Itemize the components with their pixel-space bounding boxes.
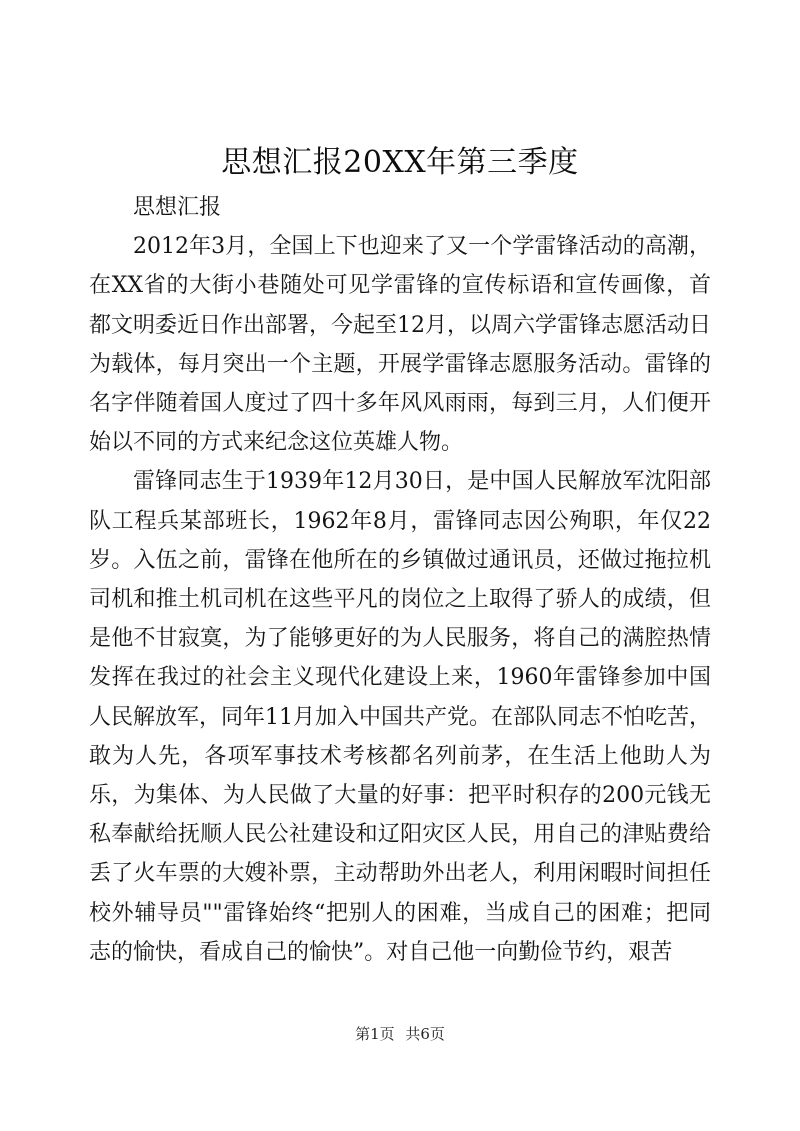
document-title: 思想汇报20XX年第三季度 <box>221 145 579 180</box>
section-heading: 思想汇报 <box>133 195 222 220</box>
page-footer <box>0 1024 800 1044</box>
paragraph-2: 雷锋同志生于1939年12月30日，是中国人民解放军沈阳部队工程兵某部班长，1962年8月，雷锋同志因公殉职，年仅22岁。入伍之前，雷锋在他所在的乡镇做过通讯员，还做过拖拉机司机和推土机司机在这些平凡的岗位之上取得了骄人的成绩，但是他不甘寂寞，为了能够更好的为人民服务，将自己的满腔热情发挥在我过的社会主义现代化建设上来，1960年雷锋参加中国人民解放军，同年11月加入中国共产党。在部队同志不怕吃苦，敢为人先，各项军事技术考核都名列前茅，在生活上他助人为乐，为集体、为人民做了大量的好事：把平时积存的200元钱无私奉献给抚顺人民公社建设和辽阳灾区人民，用自己的津贴费给丢了火车票的大嫂补票，主动帮助外出老人，利用闲暇时间担任校外辅导员""雷锋始终“把别人的困难，当成自己的困难；把同志的愉快，看成自己的愉快”。对自己他一向勤俭节约，艰苦 <box>89 469 711 965</box>
page-number: 第1页 <box>355 1025 395 1043</box>
page-total: 共6页 <box>405 1025 445 1043</box>
document-body <box>89 188 711 972</box>
paragraph-1: 2012年3月，全国上下也迎来了又一个学雷锋活动的高潮，在XX省的大街小巷随处可见学雷锋的宣传标语和宣传画像，首都文明委近日作出部署，今起至12月，以周六学雷锋志愿活动日为载体，每月突出一个主题，开展学雷锋志愿服务活动。雷锋的名字伴随着国人度过了四十多年风风雨雨，每到三月，人们便开始以不同的方式来纪念这位英雄人物。 <box>89 234 711 456</box>
